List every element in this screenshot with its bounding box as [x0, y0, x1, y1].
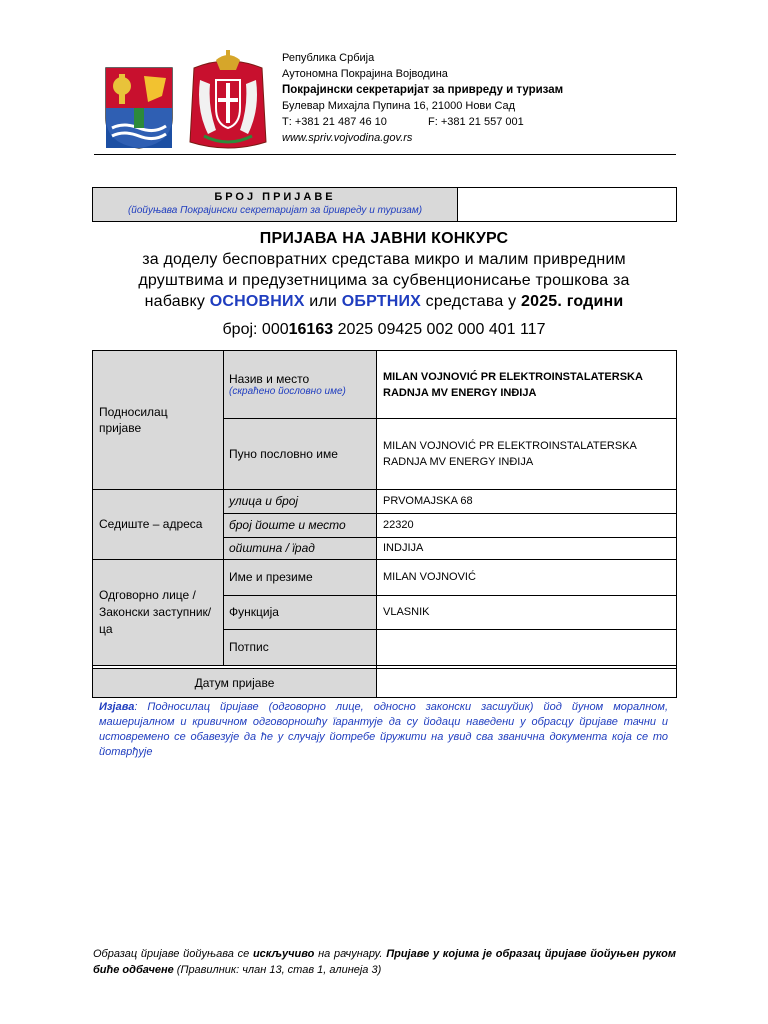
name-place-field[interactable] [377, 351, 676, 418]
title-fixed-assets: ОСНОВНИХ [209, 293, 305, 310]
footer-emphasis: Пријаве у којима је образац йријаве йойуњен руком биће одбачене [93, 948, 676, 976]
country-name: Република Србија [282, 52, 375, 64]
name-place-label: Назив и место [229, 372, 310, 386]
date-label-cell [93, 669, 376, 697]
reg-rest: 2025 09425 002 000 401 117 [333, 321, 546, 338]
contact-line [282, 114, 563, 130]
full-name-label-cell [223, 418, 376, 489]
function-value: VLASNIK [383, 606, 430, 618]
reg-bold: 16163 [288, 321, 334, 338]
form-title-line4 [60, 291, 708, 312]
form-title-main: ПРИЈАВА НА ЈАВНИ КОНКУРС [259, 230, 509, 247]
street-label-cell [223, 489, 376, 513]
table-divider [223, 595, 676, 596]
title-year: 2025. години [521, 293, 624, 310]
name-place-label-cell [223, 351, 376, 418]
title-text: средстава у [421, 293, 522, 310]
person-label: Име и презиме [229, 570, 313, 584]
applicant-label: Подносилац пријаве [99, 405, 168, 435]
seat-label-cell [93, 489, 223, 559]
vojvodina-coat-of-arms-icon [104, 66, 174, 150]
municipality-value: INDJIJA [383, 542, 424, 554]
table-divider [223, 537, 676, 538]
title-working-assets: ОБРТНИХ [341, 293, 422, 310]
full-name-field[interactable] [377, 418, 676, 489]
table-divider [93, 489, 676, 490]
footer-text: на рачунару. [314, 948, 387, 960]
footer-text: Образац йријаве йойуњава се [93, 948, 253, 960]
declaration-body: : Подносилац йријаве (одговорно лице, односно законски засшуйик) йод йуном моралном, машеријалном и кривичном одговорношћу їарантује да су йодаци наведени у обрасцу йријаве тачни и истовремено се обавезује да ће у случају йотребе йружити на увид сва званична документа која се то йотврђује [99, 701, 668, 758]
signature-field[interactable] [377, 629, 676, 665]
signature-label: Потпис [229, 640, 269, 654]
postal-label-cell [223, 513, 376, 537]
table-divider [223, 629, 676, 630]
table-divider [223, 351, 224, 665]
person-value: MILAN VOJNOVIĆ [383, 571, 476, 583]
table-divider [376, 351, 377, 697]
signature-label-cell [223, 629, 376, 665]
address: Булевар Михајла Пупина 16, 21000 Нови Сад [282, 100, 516, 112]
full-name-label: Пуно пословно име [229, 446, 338, 461]
form-title-line2: за доделу бесповратних средстава микро и малим привредним [142, 251, 626, 268]
province-name: Аутономна Покрајина Војводина [282, 68, 448, 80]
full-name-value: MILAN VOJNOVIĆ PR ELEKTROINSTALATERSKA RADNJA MV ENERGY INĐIJA [383, 439, 637, 468]
table-divider [93, 668, 676, 669]
application-table [92, 350, 677, 698]
declaration-label: Изјава [99, 701, 135, 713]
application-number-hint: (йойуњава Покрајински секретаријат за йривреду и туризам) [127, 205, 423, 216]
municipality-label-cell [223, 537, 376, 559]
seat-label: Седиште – адреса [99, 517, 203, 531]
street-label: улица и број [229, 494, 299, 508]
municipality-field[interactable] [377, 537, 676, 559]
website-link[interactable]: www.spriv.vojvodina.gov.rs [282, 132, 413, 144]
application-number-box [92, 187, 677, 222]
responsible-label-cell [93, 559, 223, 665]
applicant-label-cell [93, 351, 223, 489]
table-divider [93, 559, 676, 560]
application-number-label-cell [93, 188, 458, 221]
institution-header [282, 50, 563, 146]
table-divider [223, 513, 676, 514]
table-divider [223, 418, 676, 419]
registration-number [60, 321, 708, 339]
date-field[interactable] [377, 669, 676, 697]
responsible-label: Одговорно лице / Законски заступник/ца [99, 587, 212, 636]
person-field[interactable] [377, 559, 676, 595]
footer-emphasis: искључиво [252, 948, 315, 960]
application-number-field[interactable] [458, 188, 676, 221]
footer-reference: (Правилник: члан 13, став 1, алинеја 3) [173, 964, 382, 976]
postal-label: број йоште и место [229, 518, 346, 532]
title-text: или [304, 293, 342, 310]
function-label-cell [223, 595, 376, 629]
phone-number: Т: +381 21 487 46 10 [282, 116, 387, 128]
municipality-label: ойштина / їрад [229, 541, 315, 555]
date-label: Датум пријаве [194, 676, 275, 690]
table-divider [93, 665, 676, 666]
serbia-coat-of-arms-icon [186, 50, 270, 154]
function-label: Функција [229, 605, 279, 619]
form-title-line3: друштвима и предузетницима за субвенционисање трошкова за [138, 272, 630, 289]
name-place-hint: (скраћено йословно име) [229, 386, 346, 397]
street-value: PRVOMAJSKA 68 [383, 495, 473, 507]
street-field[interactable] [377, 489, 676, 513]
person-label-cell [223, 559, 376, 595]
header-divider [94, 154, 676, 155]
title-text: набавку [144, 293, 210, 310]
declaration-text [99, 700, 668, 760]
postal-value: 22320 [383, 519, 414, 531]
secretariat-name: Покрајински секретаријат за привреду и туризам [282, 84, 564, 96]
fax-number: F: +381 21 557 001 [428, 116, 524, 128]
application-number-label: БРОЈ ПРИЈАВЕ [214, 191, 336, 203]
function-field[interactable] [377, 595, 676, 629]
name-place-value: MILAN VOJNOVIĆ PR ELEKTROINSTALATERSKA RADNJA MV ENERGY INĐIJA [383, 370, 643, 399]
postal-field[interactable] [377, 513, 676, 537]
footer-note [93, 946, 676, 978]
reg-prefix: број: 000 [222, 321, 289, 338]
form-title [60, 228, 708, 312]
